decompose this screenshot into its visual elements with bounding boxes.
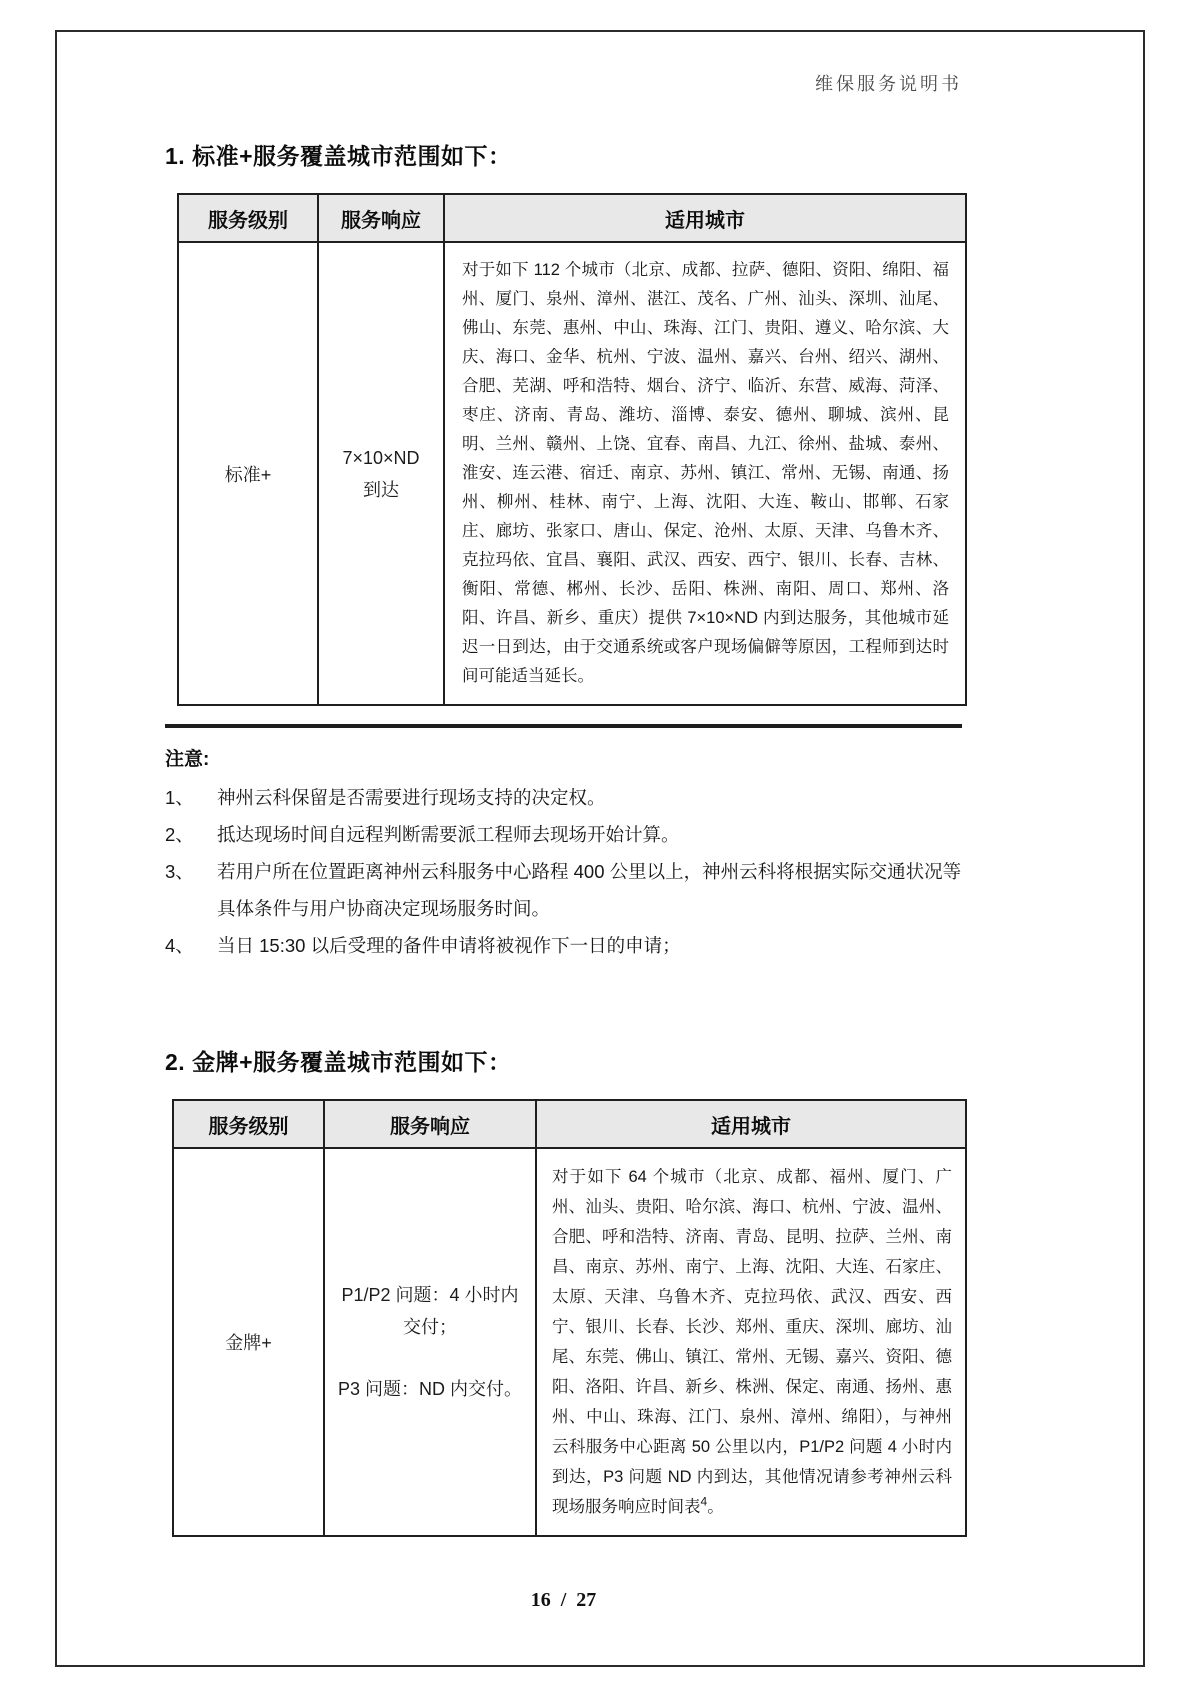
note-text: 神州云科保留是否需要进行现场支持的决定权。 bbox=[217, 787, 606, 808]
standard-service-table bbox=[177, 193, 967, 706]
response-paragraph-1: P1/P2 问题：4 小时内交付； bbox=[341, 1285, 519, 1337]
gold-service-table bbox=[172, 1099, 967, 1537]
table-row bbox=[178, 242, 966, 705]
section-divider-rule bbox=[165, 724, 962, 728]
response-line-1: 7×10×ND bbox=[342, 447, 420, 468]
service-response-cell bbox=[318, 242, 444, 705]
service-level-cell: 标准+ bbox=[178, 242, 318, 705]
page-current: 16 bbox=[530, 1589, 551, 1611]
document-content bbox=[165, 0, 965, 1612]
table-header-row bbox=[178, 194, 966, 242]
column-header-service-response: 服务响应 bbox=[318, 194, 444, 242]
note-number: 2、 bbox=[165, 824, 194, 845]
note-text: 当日 15:30 以后受理的备件申请将被视作下一日的申请； bbox=[217, 935, 681, 956]
column-header-service-level: 服务级别 bbox=[173, 1100, 324, 1148]
section2-heading: 2. 金牌+服务覆盖城市范围如下： bbox=[165, 1049, 512, 1075]
note-item bbox=[165, 853, 965, 927]
column-header-applicable-cities: 适用城市 bbox=[536, 1100, 966, 1148]
note-item bbox=[165, 779, 965, 816]
page-separator: / bbox=[560, 1589, 567, 1611]
footnote-superscript: 4 bbox=[700, 1494, 708, 1509]
page-total: 27 bbox=[576, 1589, 597, 1611]
column-header-applicable-cities: 适用城市 bbox=[444, 194, 966, 242]
note-number: 3、 bbox=[165, 861, 194, 882]
notes-title: 注意: bbox=[165, 749, 210, 770]
table-row bbox=[173, 1148, 966, 1536]
applicable-cities-cell: 对于如下 112 个城市（北京、成都、拉萨、德阳、资阳、绵阳、福州、厦门、泉州、漳州、湛江、茂名、广州、汕头、深圳、汕尾、佛山、东莞、惠州、中山、珠海、江门、贵阳、遵义、哈尔滨、大庆、海口、金华、杭州、宁波、温州、嘉兴、台州、绍兴、湖州、合肥、芜湖、呼和浩特、烟台、济宁、临沂、东营、威海、菏泽、枣庄、济南、青岛、潍坊、淄博、泰安、德州、聊城、滨州、昆明、兰州、赣州、上饶、宜春、南昌、九江、徐州、盐城、泰州、淮安、连云港、宿迁、南京、苏州、镇江、常州、无锡、南通、扬州、柳州、桂林、南宁、上海、沈阳、大连、鞍山、邯郸、石家庄、廊坊、张家口、唐山、保定、沧州、太原、天津、乌鲁木齐、克拉玛依、宜昌、襄阳、武汉、西安、西宁、银川、长春、吉林、衡阳、常德、郴州、长沙、岳阳、株洲、南阳、周口、郑州、洛阳、许昌、新乡、重庆）提供 7×10×ND 内到达服务，其他城市延迟一日到达，由于交通系统或客户现场偏僻等原因，工程师到达时间可能适当延长。 bbox=[444, 242, 966, 705]
note-text: 若用户所在位置距离神州云科服务中心路程 400 公里以上，神州云科将根据实际交通状况等具体条件与用户协商决定现场服务时间。 bbox=[217, 861, 962, 919]
service-response-cell bbox=[324, 1148, 536, 1536]
service-level-cell: 金牌+ bbox=[173, 1148, 324, 1536]
column-header-service-level: 服务级别 bbox=[178, 194, 318, 242]
note-number: 1、 bbox=[165, 787, 194, 808]
response-line-2: 到达 bbox=[363, 479, 399, 500]
note-text: 抵达现场时间自远程判断需要派工程师去现场开始计算。 bbox=[217, 824, 680, 845]
note-item bbox=[165, 927, 965, 964]
table-header-row bbox=[173, 1100, 966, 1148]
note-number: 4、 bbox=[165, 935, 194, 956]
applicable-cities-cell bbox=[536, 1148, 966, 1536]
cities-text-end: 。 bbox=[707, 1498, 724, 1516]
cities-text: 对于如下 64 个城市（北京、成都、福州、厦门、广州、汕头、贵阳、哈尔滨、海口、杭州、宁波、温州、合肥、呼和浩特、济南、青岛、昆明、拉萨、兰州、南昌、南京、苏州、南宁、上海、沈阳、大连、石家庄、太原、天津、乌鲁木齐、克拉玛依、武汉、西安、西宁、银川、长春、长沙、郑州、重庆、深圳、廊坊、汕尾、东莞、佛山、镇江、常州、无锡、嘉兴、资阳、德阳、洛阳、许昌、新乡、株洲、保定、南通、扬州、惠州、中山、珠海、江门、泉州、漳州、绵阳），与神州云科服务中心距离 50 公里以内，P1/P2 问题 4 小时内到达，P3 问题 ND 内到达，其他情况请参考神州云科现场服务响应时间表 bbox=[552, 1168, 952, 1516]
column-header-service-response: 服务响应 bbox=[324, 1100, 536, 1148]
page-number-footer bbox=[165, 1589, 962, 1612]
note-item bbox=[165, 816, 965, 853]
response-paragraph-2: P3 问题：ND 内交付。 bbox=[337, 1379, 523, 1399]
notes-list bbox=[165, 779, 965, 964]
doc-header-title: 维保服务说明书 bbox=[815, 74, 962, 94]
section1-heading: 1. 标准+服务覆盖城市范围如下： bbox=[165, 143, 512, 169]
